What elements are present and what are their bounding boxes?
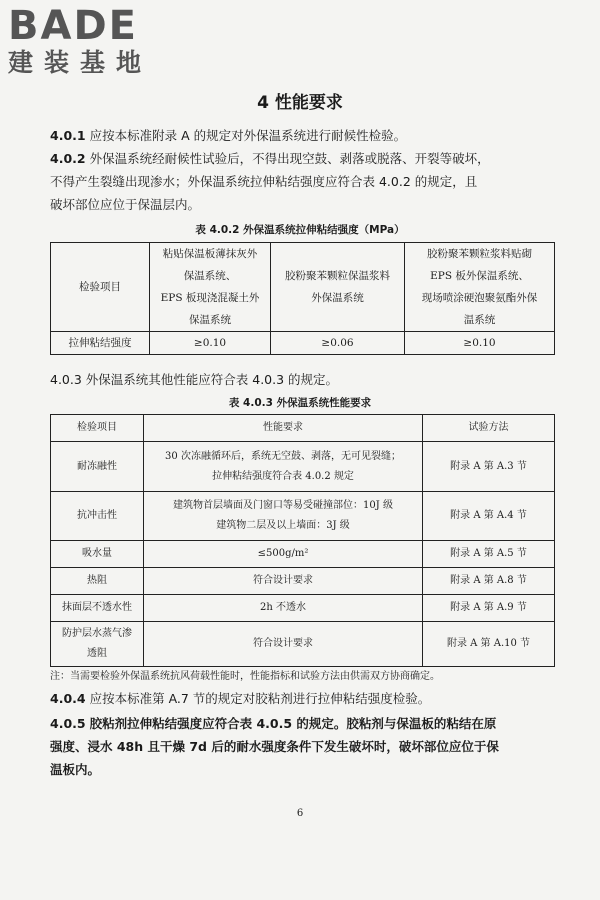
page-title: 4 性能要求	[257, 93, 343, 113]
cell-line: EPS 板外保温系统、	[430, 270, 529, 282]
clause-line: 温板内。	[50, 762, 101, 777]
paragraph-4-0-3: 4.0.3 外保温系统其他性能应符合表 4.0.3 的规定。	[50, 372, 339, 387]
table-cell: ≥0.10	[405, 332, 555, 355]
logo-brand: BADE	[8, 3, 138, 49]
paragraph-4-0-2	[50, 147, 555, 216]
table-row	[51, 568, 555, 595]
table-cell: 附录 A 第 A.5 节	[423, 541, 555, 568]
table-cell: 符合设计要求	[144, 568, 423, 595]
table-4-0-3	[50, 414, 555, 667]
clause-text: 应按本标准第 A.7 节的规定对胶粘剂进行拉伸粘结强度检验。	[89, 691, 431, 706]
logo-subtitle: 建装基地	[8, 48, 153, 77]
clause-line: 不得产生裂缝出现渗水；外保温系统拉伸粘结强度应符合表 4.0.2 的规定，且	[50, 174, 478, 189]
table-cell: 抗冲击性	[51, 492, 144, 541]
clause-line: 强度、浸水 48h 且干燥 7d 后的耐水强度条件下发生破坏时，破坏部位应位于保	[50, 739, 499, 754]
cell-line: 胶粉聚苯颗粒保温浆料	[285, 270, 390, 282]
table-cell: 附录 A 第 A.3 节	[423, 442, 555, 492]
table-cell: 拉伸粘结强度	[51, 332, 150, 355]
table-4-0-3-caption: 表 4.0.3 外保温系统性能要求	[228, 397, 372, 409]
table-cell: ≥0.10	[150, 332, 271, 355]
table-note: 注：当需要检验外保温系统抗风荷载性能时，性能指标和试验方法由供需双方协商确定。	[50, 671, 440, 682]
table-row	[51, 332, 555, 355]
clause-number: 4.0.1	[50, 128, 86, 143]
table-cell: 附录 A 第 A.8 节	[423, 568, 555, 595]
logo	[8, 4, 178, 78]
cell-line: 防护层水蒸气渗	[62, 628, 132, 639]
table-4-0-2-caption: 表 4.0.2 外保温系统拉伸粘结强度（MPa）	[195, 224, 405, 236]
cell-line: 保温系统、	[183, 270, 237, 282]
cell-line: 建筑物二层及以上墙面：3J 级	[216, 520, 350, 531]
table-row	[51, 541, 555, 568]
table-header-cell	[150, 243, 271, 332]
clause-number: 4.0.5	[50, 716, 86, 731]
table-cell: ≤500g/m²	[144, 541, 423, 568]
cell-line: 温系统	[463, 314, 496, 326]
table-cell: 附录 A 第 A.9 节	[423, 595, 555, 622]
table-cell: ≥0.06	[271, 332, 405, 355]
clause-line: 胶粘剂拉伸粘结强度应符合表 4.0.5 的规定。胶粘剂与保温板的粘结在原	[89, 716, 497, 731]
table-header-cell: 检验项目	[51, 243, 150, 332]
table-cell: 抹面层不透水性	[51, 595, 144, 622]
table-cell: 吸水量	[51, 541, 144, 568]
table-cell: 耐冻融性	[51, 442, 144, 492]
clause-number: 4.0.2	[50, 151, 86, 166]
table-header-cell: 性能要求	[144, 415, 423, 442]
cell-line: 现场喷涂硬泡聚氨酯外保	[421, 292, 538, 304]
cell-line: 胶粉聚苯颗粒浆料贴砌	[427, 248, 532, 260]
table-row	[51, 415, 555, 442]
table-cell: 附录 A 第 A.10 节	[423, 622, 555, 667]
cell-line: 透阻	[87, 648, 107, 659]
cell-line: 外保温系统	[311, 292, 364, 304]
table-row	[51, 492, 555, 541]
clause-line: 破坏部位应位于保温层内。	[50, 197, 201, 212]
cell-line: 保温系统	[189, 314, 231, 326]
clause-text: 应按本标准附录 A 的规定对外保温系统进行耐候性检验。	[89, 128, 407, 143]
table-4-0-2	[50, 242, 555, 355]
table-cell	[51, 622, 144, 667]
table-header-cell	[405, 243, 555, 332]
table-cell: 2h 不透水	[144, 595, 423, 622]
table-header-cell	[271, 243, 405, 332]
cell-line: 拉伸粘结强度符合表 4.0.2 规定	[212, 470, 354, 482]
paragraph-4-0-5	[50, 712, 555, 781]
cell-line: 建筑物首层墙面及门窗口等易受碰撞部位：10J 级	[173, 500, 393, 511]
table-cell: 附录 A 第 A.4 节	[423, 492, 555, 541]
page-number: 6	[296, 808, 304, 819]
cell-line: EPS 板现浇混凝土外	[160, 292, 260, 304]
paragraph-4-0-1	[50, 124, 555, 147]
table-cell: 符合设计要求	[144, 622, 423, 667]
clause-number: 4.0.4	[50, 691, 86, 706]
table-row	[51, 243, 555, 332]
cell-line: 30 次冻融循环后，系统无空鼓、剥落，无可见裂缝；	[165, 450, 401, 462]
table-row	[51, 622, 555, 667]
table-cell	[144, 492, 423, 541]
paragraph-4-0-4	[50, 687, 555, 710]
table-cell: 热阻	[51, 568, 144, 595]
table-header-cell: 试验方法	[423, 415, 555, 442]
table-row	[51, 442, 555, 492]
table-cell	[144, 442, 423, 492]
table-header-cell: 检验项目	[51, 415, 144, 442]
table-row	[51, 595, 555, 622]
cell-line: 粘贴保温板薄抹灰外	[162, 248, 258, 260]
clause-line: 外保温系统经耐候性试验后，不得出现空鼓、剥落或脱落、开裂等破坏，	[89, 151, 490, 166]
